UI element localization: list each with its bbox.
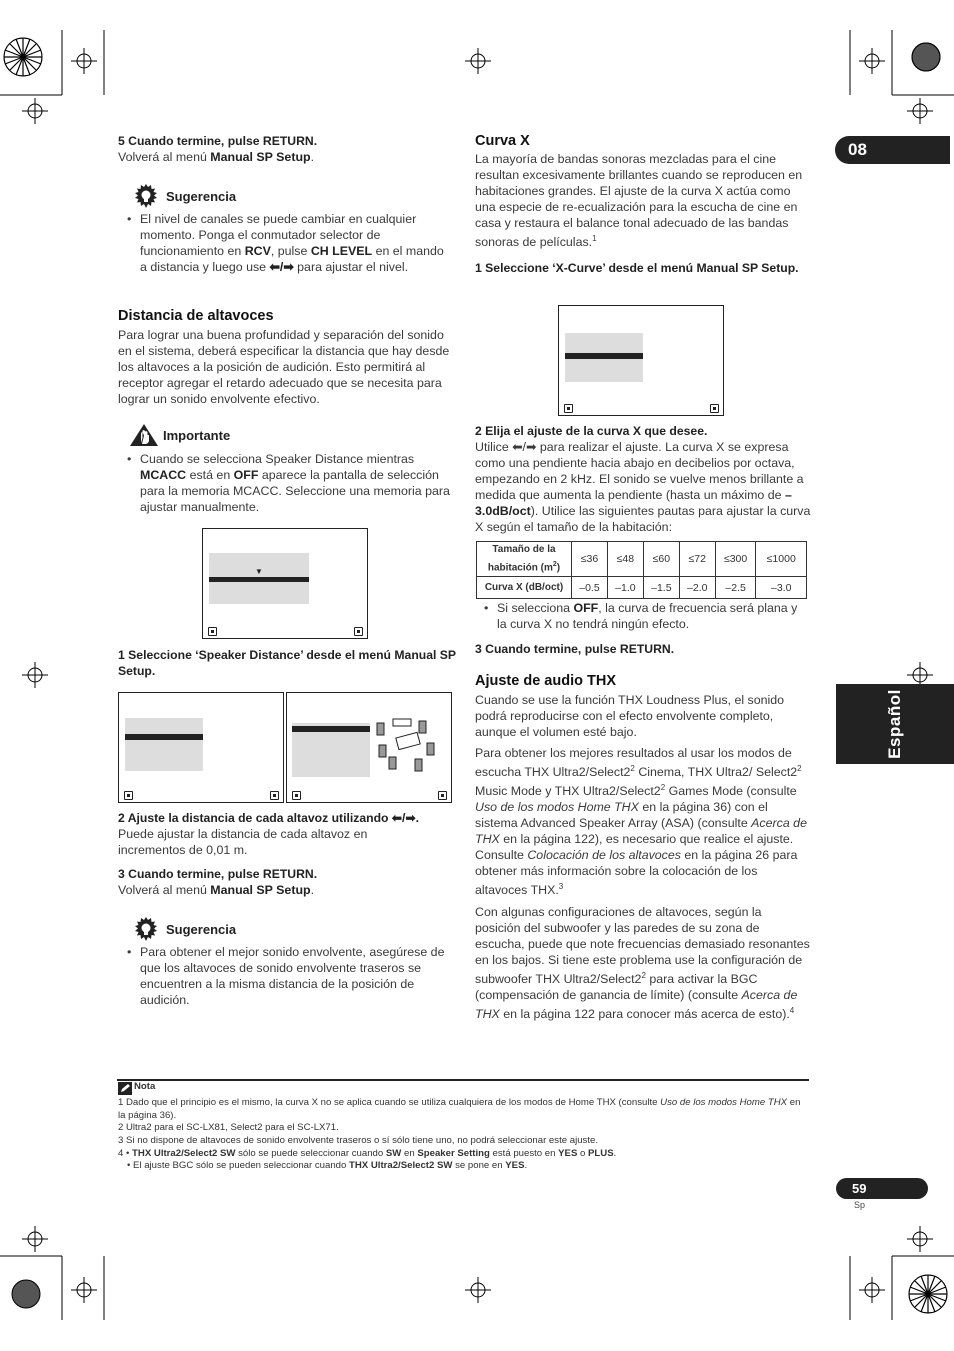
tip1-bullet: • El nivel de canales se puede cambiar en cualquier momento. Ponga el conmutador selector de funcionamiento en RCV, pulse CH LEVEL en el mando a distancia y luego use ⬅/➡ para ajustar el nivel. [140,211,452,275]
distance-heading: Distancia de altavoces [118,308,274,324]
screen-return-icon [124,791,133,800]
screen-highlight-bar [292,726,370,732]
right-step1-title: 1 Seleccione ‘X-Curve’ desde el menú Manual SP Setup. [475,261,799,275]
note-4: 4 • THX Ultra2/Select2 SW sólo se puede seleccionar cuando SW en Speaker Setting está puesto en YES o PLUS. [118,1148,617,1159]
language-side-tab-label: Español [885,689,904,759]
language-code: Sp [854,1200,866,1210]
chapter-badge: 08 [835,136,950,164]
tip1-title: Sugerencia [166,189,237,204]
mcacc-memory-screen [202,528,368,639]
left-step2-title: 2 Ajuste la distancia de cada altavoz utilizando ⬅/➡. [118,811,420,825]
table-cell: ≤1000 [756,542,807,577]
table-row [477,542,807,577]
speaker-distance-menu-screen [118,692,284,803]
screen-return-icon [208,627,217,636]
screen-highlight-bar [565,353,643,359]
left-step3-title: 3 Cuando termine, pulse RETURN. [118,867,318,881]
table-cell: ≤48 [607,542,643,577]
tip2-bullet: • Para obtener el mejor sonido envolvente, asegúrese de que los altavoces de sonido envolvente traseros se encuentren a la misma distancia de la posición de audición. [140,944,452,1008]
note-1: 1 Dado que el principio es el mismo, la curva X no se aplica cuando se utiliza cualquiera de los modos de Home THX (consulte Uso de los modos Home THX en la página 36). [118,1097,801,1121]
curvex-heading: Curva X [475,133,530,149]
curvex-paragraph: La mayoría de bandas sonoras mezcladas para el cine resultan excesivamente brillantes cuando se reproducen en habitaciones grandes. El ajuste de la curva X actúa como una especie de re-ecualización para la escucha de cine en casa y restaura el balance tonal adecuado de las bandas sonoras de películas.$^1$ [475,152,803,250]
note-2: 2 Ultra2 para el SC-LX81, Select2 para el SC-LX71. [118,1122,339,1133]
pencil-note-icon [118,1082,132,1095]
table-cell: –1.0 [607,577,643,599]
screen-list-panel [125,718,203,771]
notes-divider [117,1079,809,1081]
table-cell: –3.0 [756,577,807,599]
notes-title: Nota [134,1081,156,1092]
important-title: Importante [163,428,231,443]
screen-return-icon [292,791,301,800]
x-curve-table [476,541,807,599]
thx-paragraph-2: Para obtener los mejores resultados al usar los modos de escucha THX $Ultra2/Select2^2$ Cinema, THX Ultra2/ $Select2^2$ Music Mode y THX $Ultra2/Select2^2$ Games Mode (consulte Uso de los modos Home THX en la página 36) con el sistema Advanced Speaker Array (ASA) (consulte Acerca de THX en la página 122), es necesario que realice el ajuste. Consulte Colocación de los altavoces en la página 26 para obtener más información sobre la colocación de los altavoces THX.$^3$ [475,746,807,898]
table-cell: –1.5 [643,577,679,599]
left-step1-title: 1 Seleccione ‘Speaker Distance’ desde el menú Manual SP Setup. [118,648,456,678]
screen-highlight-bar [209,577,309,582]
screen-enter-icon [270,791,279,800]
table-cell: –0.5 [572,577,608,599]
thx-paragraph-1: Cuando se use la función THX Loudness Plus, el sonido podrá reproducirse con el efecto envolvente completo, aunque el volumen esté bajo. [475,693,785,739]
table-cell: ≤300 [715,542,756,577]
important-bullet: • Cuando se selecciona Speaker Distance mientras MCACC está en OFF aparece la pantalla de selección para la memoria MCACC. Seleccione una memoria para ajustar manualmente. [140,451,452,515]
off-bullet: • Si selecciona OFF, la curva de frecuencia será plana y la curva X no tendrá ningún efecto. [497,600,809,632]
table-cell: ≤72 [679,542,715,577]
left-step5-title: 5 Cuando termine, pulse RETURN. [118,134,318,148]
thx-paragraph-3: Con algunas configuraciones de altavoces, según la posición del subwoofer y las paredes de su zona de escucha, puede que note frecuencias demasiado resonantes en los bajos. Si tiene este problema use la configuración de subwoofer THX $Ultra2/Select2^2$ para activar la BGC (compensación de ganancia de límite) (consulte Acerca de THX en la página 122 para conocer más acerca de esto).$^4$ [475,905,810,1022]
left-step5-text: Volverá al menú Manual SP Setup. [118,150,315,164]
page-number-badge [836,1178,928,1199]
speaker-layout-icon [375,713,445,778]
lightbulb-icon [133,183,159,209]
screen-down-arrow-icon: ▼ [255,567,263,576]
speaker-distance-adjust-screen [286,692,452,803]
table-cell: ≤36 [572,542,608,577]
note-3: 3 Si no dispone de altavoces de sonido envolvente traseros o sí sólo tiene uno, no podrá seleccionar este ajuste. [118,1135,598,1146]
screen-highlight-bar [125,734,203,740]
screen-enter-icon [710,404,719,413]
tip2-title: Sugerencia [166,922,237,937]
table-cell: ≤60 [643,542,679,577]
table-cell: –2.5 [715,577,756,599]
left-step3-text: Volverá al menú Manual SP Setup. [118,883,315,897]
lightbulb-icon [133,916,159,942]
thx-heading: Ajuste de audio THX [475,673,616,689]
left-step2-text: Puede ajustar la distancia de cada altavoz en incrementos de 0,01 m. [118,827,368,857]
right-step2-title: 2 Elija el ajuste de la curva X que desee. [475,424,708,438]
table-row-label: Curva X (dB/oct) [477,577,572,599]
table-row-label: Tamaño de la habitación $(m^2)$ [477,542,572,577]
right-step3-title: 3 Cuando termine, pulse RETURN. [475,642,675,656]
distance-paragraph: Para lograr una buena profundidad y separación del sonido en el sistema, deberá especificar la distancia que hay desde los altavoces a la posición de audición. Esto permitirá al receptor agregar el retardo adecuado que se necesita para lograr un sonido envolvente efectivo. [118,328,450,406]
x-curve-screen [558,305,724,416]
table-row [477,577,807,599]
warning-icon [129,423,159,447]
screen-return-icon [564,404,573,413]
page-number: 59 [852,1181,867,1196]
table-cell: –2.0 [679,577,715,599]
screen-enter-icon [354,627,363,636]
screen-enter-icon [438,791,447,800]
right-step2-paragraph: Utilice ⬅/➡ para realizar el ajuste. La curva X se expresa como una pendiente hacia abajo en decibelios por octava, empezando en 2 kHz. El sonido se vuelve menos brillante a medida que aumenta la pendiente (hasta un máximo de –3.0dB/oct). Utilice las siguientes pautas para ajustar la curva X según el tamaño de la habitación: [475,440,811,534]
language-side-tab [836,684,954,764]
note-5: • El ajuste BGC sólo se pueden seleccionar cuando THX Ultra2/Select2 SW se pone en YES. [127,1160,528,1171]
